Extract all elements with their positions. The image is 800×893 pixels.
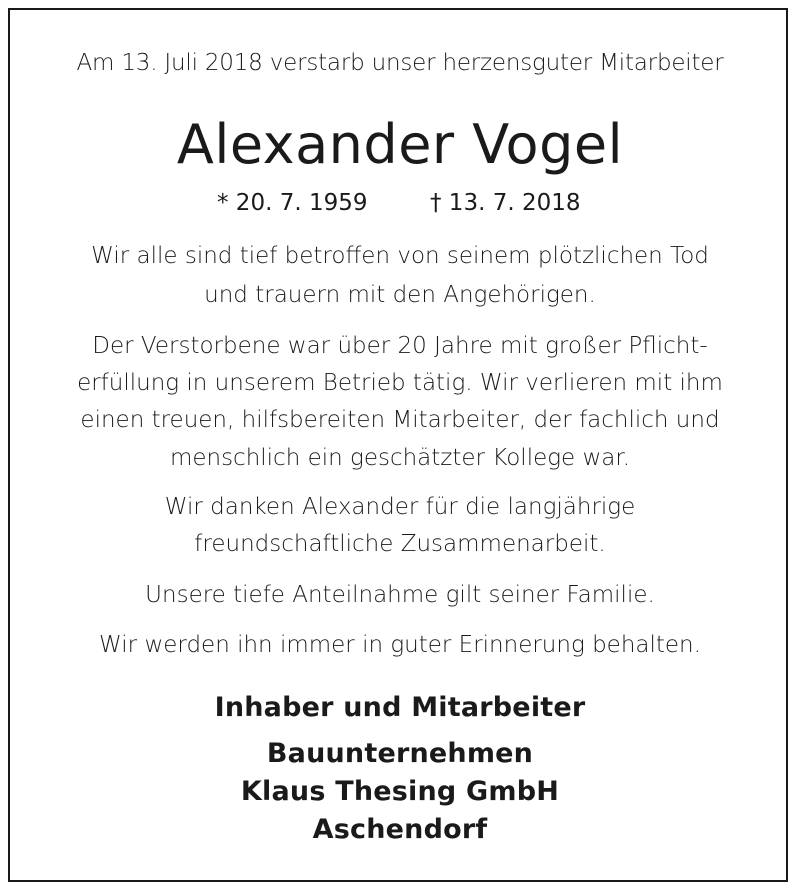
death-date: † 13. 7. 2018 <box>430 190 581 216</box>
deceased-name: Alexander Vogel <box>176 113 624 176</box>
paragraph-line: menschlich ein geschätzter Kollege war. <box>169 445 631 471</box>
signature-line: Aschendorf <box>312 814 488 845</box>
paragraph-line: Der Verstorbene war über 20 Jahre mit großer Pflicht- <box>92 333 708 359</box>
paragraph-line: einen treuen, hilfsbereiten Mitarbeiter, der fachlich und <box>80 407 720 433</box>
paragraph-line: Wir werden ihn immer in guter Erinnerung behalten. <box>99 632 701 658</box>
birth-date: * 20. 7. 1959 <box>217 190 368 216</box>
paragraph-line: Wir alle sind tief betroffen von seinem plötzlichen Tod <box>91 243 709 269</box>
paragraph-line: erfüllung in unserem Betrieb tätig. Wir verlieren mit ihm <box>77 370 723 396</box>
signature-line: Bauunternehmen <box>266 738 534 769</box>
paragraph-line: Unsere tiefe Anteilnahme gilt seiner Familie. <box>145 582 655 608</box>
paragraph-line: freundschaftliche Zusammenarbeit. <box>194 531 606 557</box>
life-dates <box>0 190 800 222</box>
signature-line: Klaus Thesing GmbH <box>240 776 560 807</box>
paragraph-line: und trauern mit den Angehörigen. <box>204 282 596 308</box>
intro-line: Am 13. Juli 2018 verstarb unser herzensguter Mitarbeiter <box>76 50 724 76</box>
paragraph-line: Wir danken Alexander für die langjährige <box>164 494 636 520</box>
signature-line: Inhaber und Mitarbeiter <box>214 692 586 723</box>
